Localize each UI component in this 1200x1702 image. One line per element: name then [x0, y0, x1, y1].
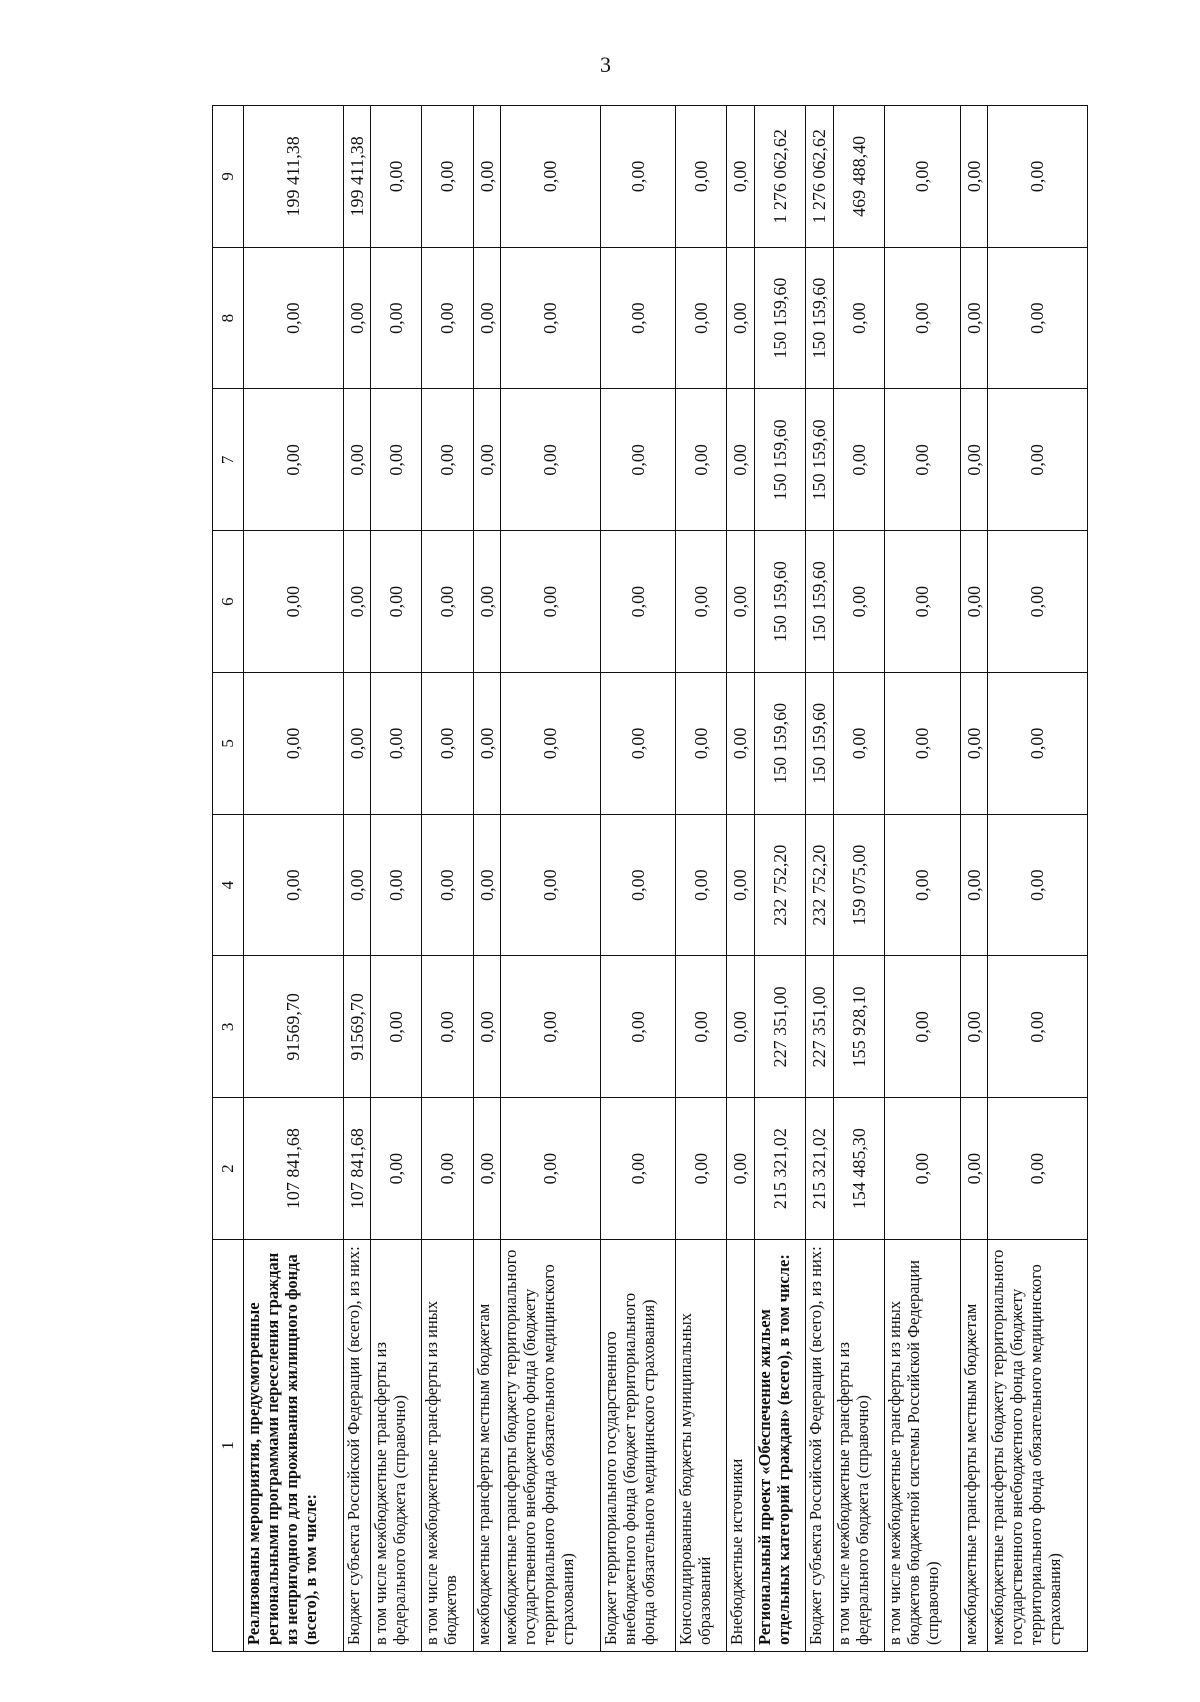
- cell-value: 0,00: [371, 247, 422, 389]
- cell-value: 0,00: [988, 389, 1088, 531]
- cell-value: 107 841,68: [244, 1098, 344, 1240]
- row-label: межбюджетные трансферты бюджету территориального государственного внебюджетного фонда (бюджету территориального фонда обязательного медицинского страхования): [501, 1240, 601, 1652]
- column-header-2: 2: [213, 1098, 244, 1240]
- cell-value: 0,00: [422, 106, 473, 248]
- cell-value: 0,00: [473, 389, 501, 531]
- cell-value: 0,00: [727, 389, 755, 531]
- row-label: Консолидированные бюджеты муниципальных образований: [676, 1240, 727, 1652]
- table-row: [600, 106, 675, 1652]
- cell-value: 154 485,30: [834, 1098, 885, 1240]
- cell-value: 0,00: [422, 389, 473, 531]
- row-label: межбюджетные трансферты местным бюджетам: [473, 1240, 501, 1652]
- cell-value: 1 276 062,62: [755, 106, 806, 248]
- cell-value: 0,00: [244, 531, 344, 673]
- cell-value: 0,00: [501, 956, 601, 1098]
- cell-value: 227 351,00: [755, 956, 806, 1098]
- table-row: [806, 106, 834, 1652]
- row-label: в том числе межбюджетные трансферты из иных бюджетов бюджетной системы Российской Федерации (справочно): [885, 1240, 960, 1652]
- cell-value: 0,00: [960, 389, 988, 531]
- row-label: межбюджетные трансферты местным бюджетам: [960, 1240, 988, 1652]
- row-label: Бюджет субъекта Российской Федерации (всего), из них:: [343, 1240, 371, 1652]
- cell-value: 0,00: [244, 247, 344, 389]
- column-header-4: 4: [213, 814, 244, 956]
- cell-value: 0,00: [885, 673, 960, 815]
- cell-value: 0,00: [727, 1098, 755, 1240]
- cell-value: 0,00: [885, 1098, 960, 1240]
- row-label: Бюджет территориального государственного внебюджетного фонда (бюджет территориального фонда обязательного медицинского страхования): [600, 1240, 675, 1652]
- cell-value: 469 488,40: [834, 106, 885, 248]
- cell-value: 0,00: [422, 673, 473, 815]
- cell-value: 0,00: [960, 106, 988, 248]
- cell-value: 0,00: [244, 673, 344, 815]
- cell-value: 0,00: [676, 247, 727, 389]
- cell-value: 0,00: [501, 673, 601, 815]
- cell-value: 0,00: [988, 1098, 1088, 1240]
- cell-value: 0,00: [960, 814, 988, 956]
- row-label: Внебюджетные источники: [727, 1240, 755, 1652]
- cell-value: 0,00: [473, 106, 501, 248]
- table-row: [501, 106, 601, 1652]
- budget-table: [212, 105, 1088, 1652]
- cell-value: 0,00: [727, 956, 755, 1098]
- table-row: [473, 106, 501, 1652]
- cell-value: 0,00: [501, 1098, 601, 1240]
- cell-value: 0,00: [834, 389, 885, 531]
- cell-value: 150 159,60: [755, 389, 806, 531]
- cell-value: 0,00: [988, 673, 1088, 815]
- row-label: Бюджет субъекта Российской Федерации (всего), из них:: [806, 1240, 834, 1652]
- cell-value: 0,00: [473, 673, 501, 815]
- cell-value: 0,00: [244, 389, 344, 531]
- table-row: [755, 106, 806, 1652]
- column-header-8: 8: [213, 247, 244, 389]
- cell-value: 0,00: [960, 673, 988, 815]
- cell-value: 0,00: [885, 247, 960, 389]
- cell-value: 0,00: [422, 1098, 473, 1240]
- column-header-1: 1: [213, 1240, 244, 1652]
- table-row: [727, 106, 755, 1652]
- cell-value: 1 276 062,62: [806, 106, 834, 248]
- cell-value: 0,00: [371, 673, 422, 815]
- cell-value: 0,00: [600, 814, 675, 956]
- cell-value: 0,00: [960, 247, 988, 389]
- cell-value: 0,00: [834, 247, 885, 389]
- cell-value: 0,00: [501, 531, 601, 673]
- table-row: [244, 106, 344, 1652]
- cell-value: 150 159,60: [755, 247, 806, 389]
- cell-value: 0,00: [988, 247, 1088, 389]
- cell-value: 91569,70: [343, 956, 371, 1098]
- cell-value: 0,00: [727, 531, 755, 673]
- table-row: [422, 106, 473, 1652]
- cell-value: 0,00: [727, 106, 755, 248]
- cell-value: 0,00: [371, 1098, 422, 1240]
- cell-value: 0,00: [600, 673, 675, 815]
- cell-value: 232 752,20: [806, 814, 834, 956]
- cell-value: 0,00: [371, 814, 422, 956]
- cell-value: 0,00: [676, 956, 727, 1098]
- cell-value: 0,00: [343, 531, 371, 673]
- cell-value: 0,00: [501, 106, 601, 248]
- cell-value: 0,00: [422, 814, 473, 956]
- cell-value: 0,00: [988, 956, 1088, 1098]
- table-row: [885, 106, 960, 1652]
- row-label: Региональный проект «Обеспечение жильем отдельных категорий граждан» (всего), в том числе:: [755, 1240, 806, 1652]
- cell-value: 150 159,60: [806, 531, 834, 673]
- cell-value: 0,00: [885, 106, 960, 248]
- column-header-7: 7: [213, 389, 244, 531]
- cell-value: 0,00: [473, 1098, 501, 1240]
- cell-value: 199 411,38: [244, 106, 344, 248]
- cell-value: 0,00: [473, 531, 501, 673]
- cell-value: 0,00: [343, 673, 371, 815]
- cell-value: 0,00: [600, 531, 675, 673]
- page-number: 3: [600, 52, 611, 77]
- cell-value: 0,00: [988, 106, 1088, 248]
- cell-value: 107 841,68: [343, 1098, 371, 1240]
- cell-value: 215 321,02: [755, 1098, 806, 1240]
- cell-value: 0,00: [885, 531, 960, 673]
- cell-value: 0,00: [834, 673, 885, 815]
- cell-value: 0,00: [727, 247, 755, 389]
- cell-value: 0,00: [422, 247, 473, 389]
- cell-value: 232 752,20: [755, 814, 806, 956]
- row-label: Реализованы мероприятия, предусмотренные региональными программами переселения граждан из непригодного для проживания жилищного фонда (всего), в том числе:: [244, 1240, 344, 1652]
- cell-value: 0,00: [676, 389, 727, 531]
- table-row: [834, 106, 885, 1652]
- column-header-9: 9: [213, 106, 244, 248]
- cell-value: 0,00: [371, 531, 422, 673]
- table-body: [244, 106, 1088, 1652]
- cell-value: 199 411,38: [343, 106, 371, 248]
- cell-value: 0,00: [727, 814, 755, 956]
- cell-value: 0,00: [371, 956, 422, 1098]
- cell-value: 0,00: [960, 1098, 988, 1240]
- cell-value: 0,00: [600, 247, 675, 389]
- cell-value: 0,00: [834, 531, 885, 673]
- table-row: [371, 106, 422, 1652]
- row-label: в том числе межбюджетные трансферты из федерального бюджета (справочно): [834, 1240, 885, 1652]
- cell-value: 0,00: [473, 247, 501, 389]
- table-row: [988, 106, 1088, 1652]
- cell-value: 227 351,00: [806, 956, 834, 1098]
- cell-value: 0,00: [343, 814, 371, 956]
- cell-value: 215 321,02: [806, 1098, 834, 1240]
- cell-value: 0,00: [676, 1098, 727, 1240]
- cell-value: 0,00: [960, 956, 988, 1098]
- cell-value: 0,00: [343, 389, 371, 531]
- cell-value: 0,00: [473, 814, 501, 956]
- cell-value: 150 159,60: [806, 247, 834, 389]
- cell-value: 0,00: [501, 247, 601, 389]
- cell-value: 0,00: [885, 389, 960, 531]
- cell-value: 0,00: [244, 814, 344, 956]
- cell-value: 0,00: [343, 247, 371, 389]
- cell-value: 150 159,60: [806, 673, 834, 815]
- cell-value: 0,00: [885, 814, 960, 956]
- cell-value: 0,00: [473, 956, 501, 1098]
- cell-value: 0,00: [960, 531, 988, 673]
- cell-value: 150 159,60: [806, 389, 834, 531]
- column-header-3: 3: [213, 956, 244, 1098]
- row-label: межбюджетные трансферты бюджету территориального государственного внебюджетного фонда (бюджету территориального фонда обязательного медицинского страхования): [988, 1240, 1088, 1652]
- cell-value: 0,00: [676, 531, 727, 673]
- table-row: [343, 106, 371, 1652]
- cell-value: 159 075,00: [834, 814, 885, 956]
- table-row: [676, 106, 727, 1652]
- cell-value: 155 928,10: [834, 956, 885, 1098]
- cell-value: 91569,70: [244, 956, 344, 1098]
- row-label: в том числе межбюджетные трансферты из иных бюджетов: [422, 1240, 473, 1652]
- cell-value: 0,00: [885, 956, 960, 1098]
- cell-value: 0,00: [501, 389, 601, 531]
- table-container: [212, 106, 1088, 1652]
- cell-value: 0,00: [676, 673, 727, 815]
- cell-value: 0,00: [988, 531, 1088, 673]
- cell-value: 0,00: [600, 389, 675, 531]
- cell-value: 0,00: [727, 673, 755, 815]
- cell-value: 0,00: [422, 531, 473, 673]
- cell-value: 0,00: [371, 389, 422, 531]
- table-row: [960, 106, 988, 1652]
- cell-value: 0,00: [422, 956, 473, 1098]
- row-label: в том числе межбюджетные трансферты из федерального бюджета (справочно): [371, 1240, 422, 1652]
- cell-value: 0,00: [371, 106, 422, 248]
- cell-value: 0,00: [676, 814, 727, 956]
- cell-value: 0,00: [988, 814, 1088, 956]
- cell-value: 0,00: [600, 1098, 675, 1240]
- column-header-6: 6: [213, 531, 244, 673]
- cell-value: 150 159,60: [755, 673, 806, 815]
- cell-value: 0,00: [600, 956, 675, 1098]
- cell-value: 0,00: [676, 106, 727, 248]
- cell-value: 0,00: [501, 814, 601, 956]
- cell-value: 150 159,60: [755, 531, 806, 673]
- table-header-row: [213, 106, 244, 1652]
- column-header-5: 5: [213, 673, 244, 815]
- cell-value: 0,00: [600, 106, 675, 248]
